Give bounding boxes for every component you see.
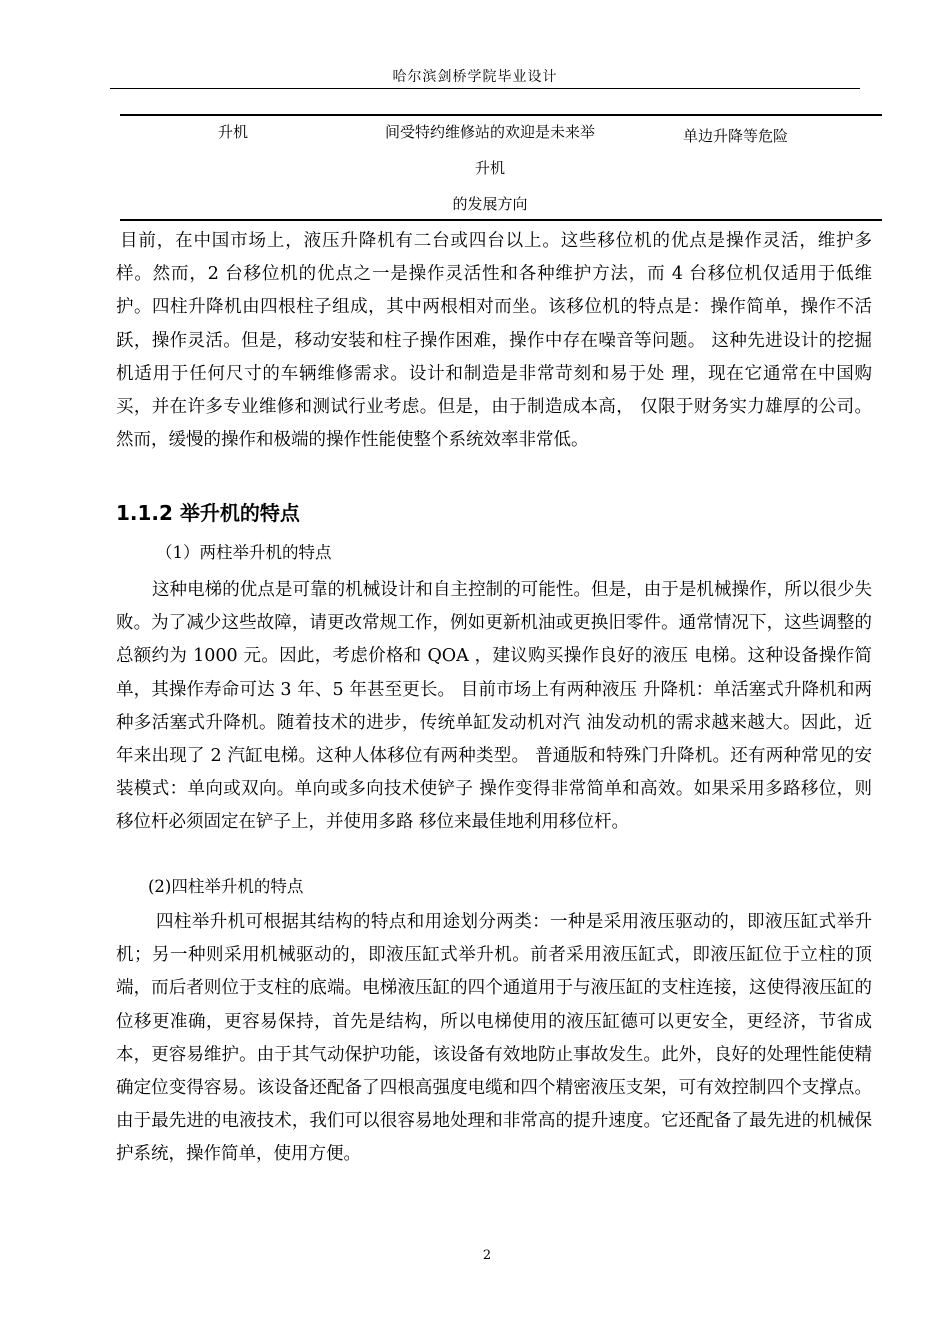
body-paragraph: 这种电梯的优点是可靠的机械设计和自主控制的可能性。但是，由于是机械操作，所以很少失败。为了减少这些故障，请更改常规工作，例如更新机油或更换旧零件。通常情况下，这些调整的总额约为 1000 元。因此，考虑价格和 QOA ，建议购买操作良好的液压 电梯。这种设备操作简单，其操作寿命可达 3 年、5 年甚至更长。 目前市场上有两种液压 升降机：单活塞式升降机和两种多活塞式升降机。随着技术的进步，传统单缸发动机对汽 油发动机的需求越来越大。因此，近年来出现了 2 汽缸电梯。这种人体移位有两种类型。 普通版和特殊门升降机。还有两种常见的安装模式：单向或双向。单向或多向技术使铲子 操作变得非常简单和高效。如果采用多路移位，则移位杆必须固定在铲子上，并使用多路 移位来最佳地利用移位杆。 (116, 580, 872, 833)
table-bottom-border (120, 219, 882, 221)
page-header: 哈尔滨剑桥学院毕业设计 (392, 69, 558, 85)
table-cell-col2 (360, 114, 620, 222)
subheading: (2)四柱举升机的特点 (148, 877, 304, 896)
table-cell-col1: 升机 (218, 123, 249, 141)
section-heading: 1.1.2 举升机的特点 (116, 501, 300, 525)
page-number: 2 (482, 1248, 492, 1263)
header-rule (110, 88, 860, 89)
subheading: （1）两柱举升机的特点 (156, 543, 332, 562)
table-cell-col2-line: 的发展方向 (452, 195, 528, 213)
table-cell-col3: 单边升降等危险 (683, 127, 789, 145)
body-paragraph: 目前，在中国市场上，液压升降机有二台或四台以上。这些移位机的优点是操作灵活，维护多样。然而，2 台移位机的优点之一是操作灵活性和各种维护方法，而 4 台移位机仅适用于低维护。四柱升降机由四根柱子组成，其中两根相对而坐。该移位机的特点是：操作简单，操作不活跃，操作灵活。但是，移动安装和柱子操作困难，操作中存在噪音等问题。 这种先进设计的挖掘机适用于任何尺寸的车辆维修需求。设计和制造是非常苛刻和易于处 理，现在它通常在中国购买，并在许多专业维修和测试行业考虑。但是，由于制造成本高， 仅限于财务实力雄厚的公司。然而，缓慢的操作和极端的操作性能使整个系统效率非常低。 (116, 231, 872, 451)
table-cell-col2-line: 间受特约维修站的欢迎是未来举 (384, 123, 595, 141)
body-paragraph: 四柱举升机可根据其结构的特点和用途划分两类：一种是采用液压驱动的，即液压缸式举升机；另一种则采用机械驱动的，即液压缸式举升机。前者采用液压缸式，即液压缸位于立柱的顶端，而后者则位于支柱的底端。电梯液压缸的四个通道用于与液压缸的支柱连接，这使得液压缸的位移更准确，更容易保持，首先是结构，所以电梯使用的液压缸德可以更安全，更经济，节省成本，更容易维护。由于其气动保护功能，该设备有效地防止事故发生。此外，良好的处理性能使精确定位变得容易。该设备还配备了四根高强度电缆和四个精密液压支架，可有效控制四个支撑点。由于最先进的电液技术，我们可以很容易地处理和非常高的提升速度。它还配备了最先进的机械保护系统，操作简单，使用方便。 (116, 912, 872, 1165)
table-cell-col2-line: 升机 (474, 159, 505, 177)
